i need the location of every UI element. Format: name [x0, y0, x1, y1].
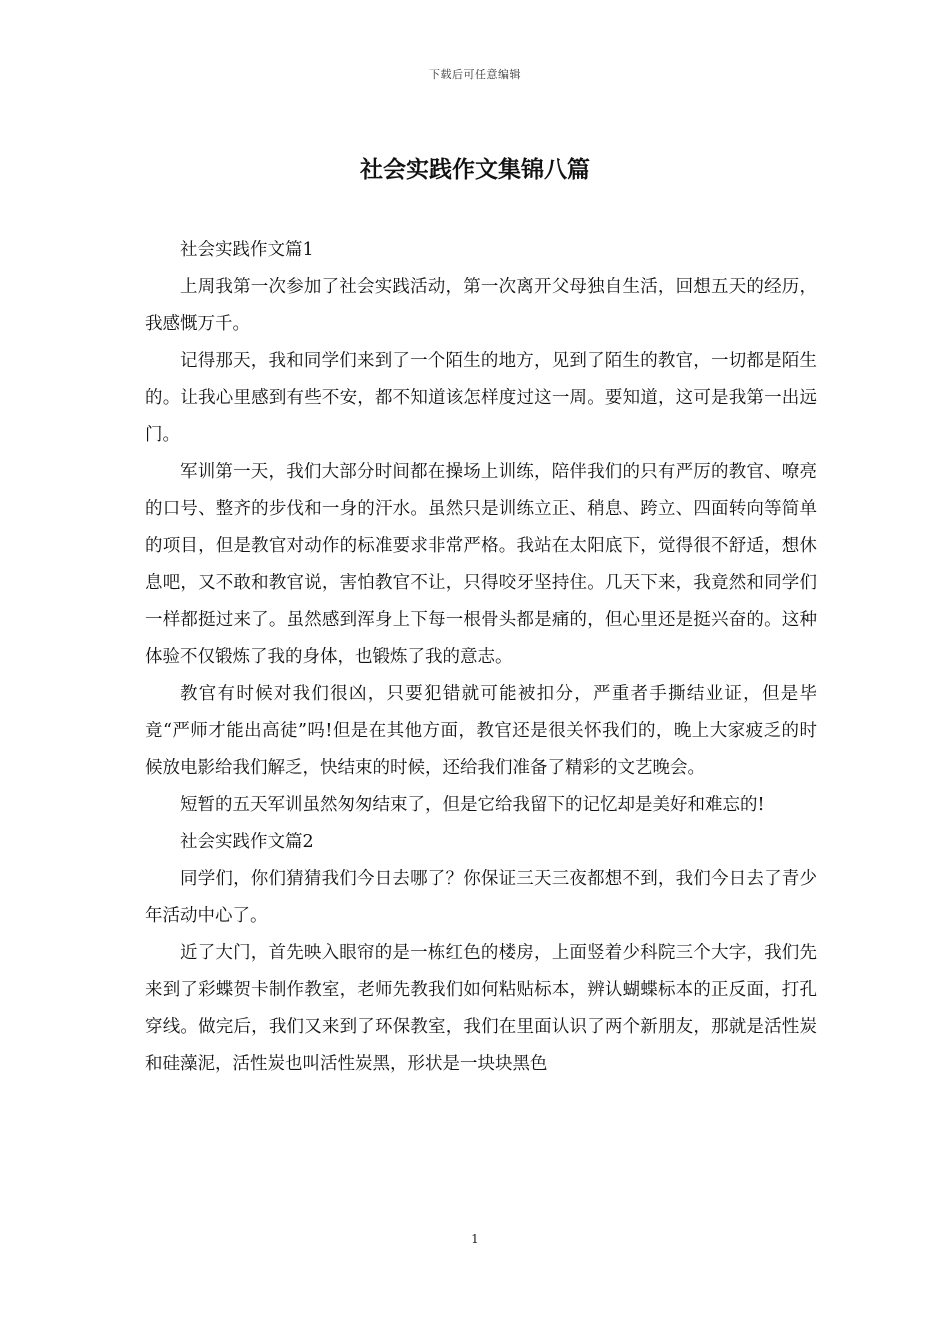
document-title: 社会实践作文集锦八篇	[360, 156, 590, 183]
paragraph: 同学们，你们猜猜我们今日去哪了？你保证三天三夜都想不到，我们今日去了青少年活动中心了。	[145, 869, 817, 926]
document-body	[145, 232, 817, 1083]
paragraph: 军训第一天，我们大部分时间都在操场上训练，陪伴我们的只有严厉的教官、嘹亮的口号、整齐的步伐和一身的汗水。虽然只是训练立正、稍息、跨立、四面转向等简单的项目，但是教官对动作的标准要求非常严格。我站在太阳底下，觉得很不舒适，想休息吧，又不敢和教官说，害怕教官不让，只得咬牙坚持住。几天下来，我竟然和同学们一样都挺过来了。虽然感到浑身上下每一根骨头都是痛的，但心里还是挺兴奋的。这种体验不仅锻炼了我的身体，也锻炼了我的意志。	[145, 462, 817, 667]
page-number: 1	[471, 1232, 479, 1246]
section-heading-1: 社会实践作文篇1	[180, 240, 314, 260]
paragraph: 上周我第一次参加了社会实践活动，第一次离开父母独自生活，回想五天的经历，我感慨万千。	[145, 277, 817, 334]
section-heading-2: 社会实践作文篇2	[180, 832, 314, 852]
page-header: 下载后可任意编辑	[429, 68, 521, 81]
paragraph: 短暂的五天军训虽然匆匆结束了，但是它给我留下的记忆却是美好和难忘的!	[180, 795, 765, 815]
paragraph: 记得那天，我和同学们来到了一个陌生的地方，见到了陌生的教官，一切都是陌生的。让我心里感到有些不安，都不知道该怎样度过这一周。要知道，这可是我第一出远门。	[145, 351, 817, 445]
paragraph: 教官有时候对我们很凶，只要犯错就可能被扣分，严重者手撕结业证，但是毕竟“严师才能出高徒”吗!但是在其他方面，教官还是很关怀我们的，晚上大家疲乏的时候放电影给我们解乏，快结束的时候，还给我们准备了精彩的文艺晚会。	[145, 684, 817, 778]
paragraph: 近了大门，首先映入眼帘的是一栋红色的楼房，上面竖着少科院三个大字，我们先来到了彩蝶贺卡制作教室，老师先教我们如何粘贴标本，辨认蝴蝶标本的正反面，打孔穿线。做完后，我们又来到了环保教室，我们在里面认识了两个新朋友，那就是活性炭和硅藻泥，活性炭也叫活性炭黑，形状是一块块黑色	[145, 943, 817, 1074]
